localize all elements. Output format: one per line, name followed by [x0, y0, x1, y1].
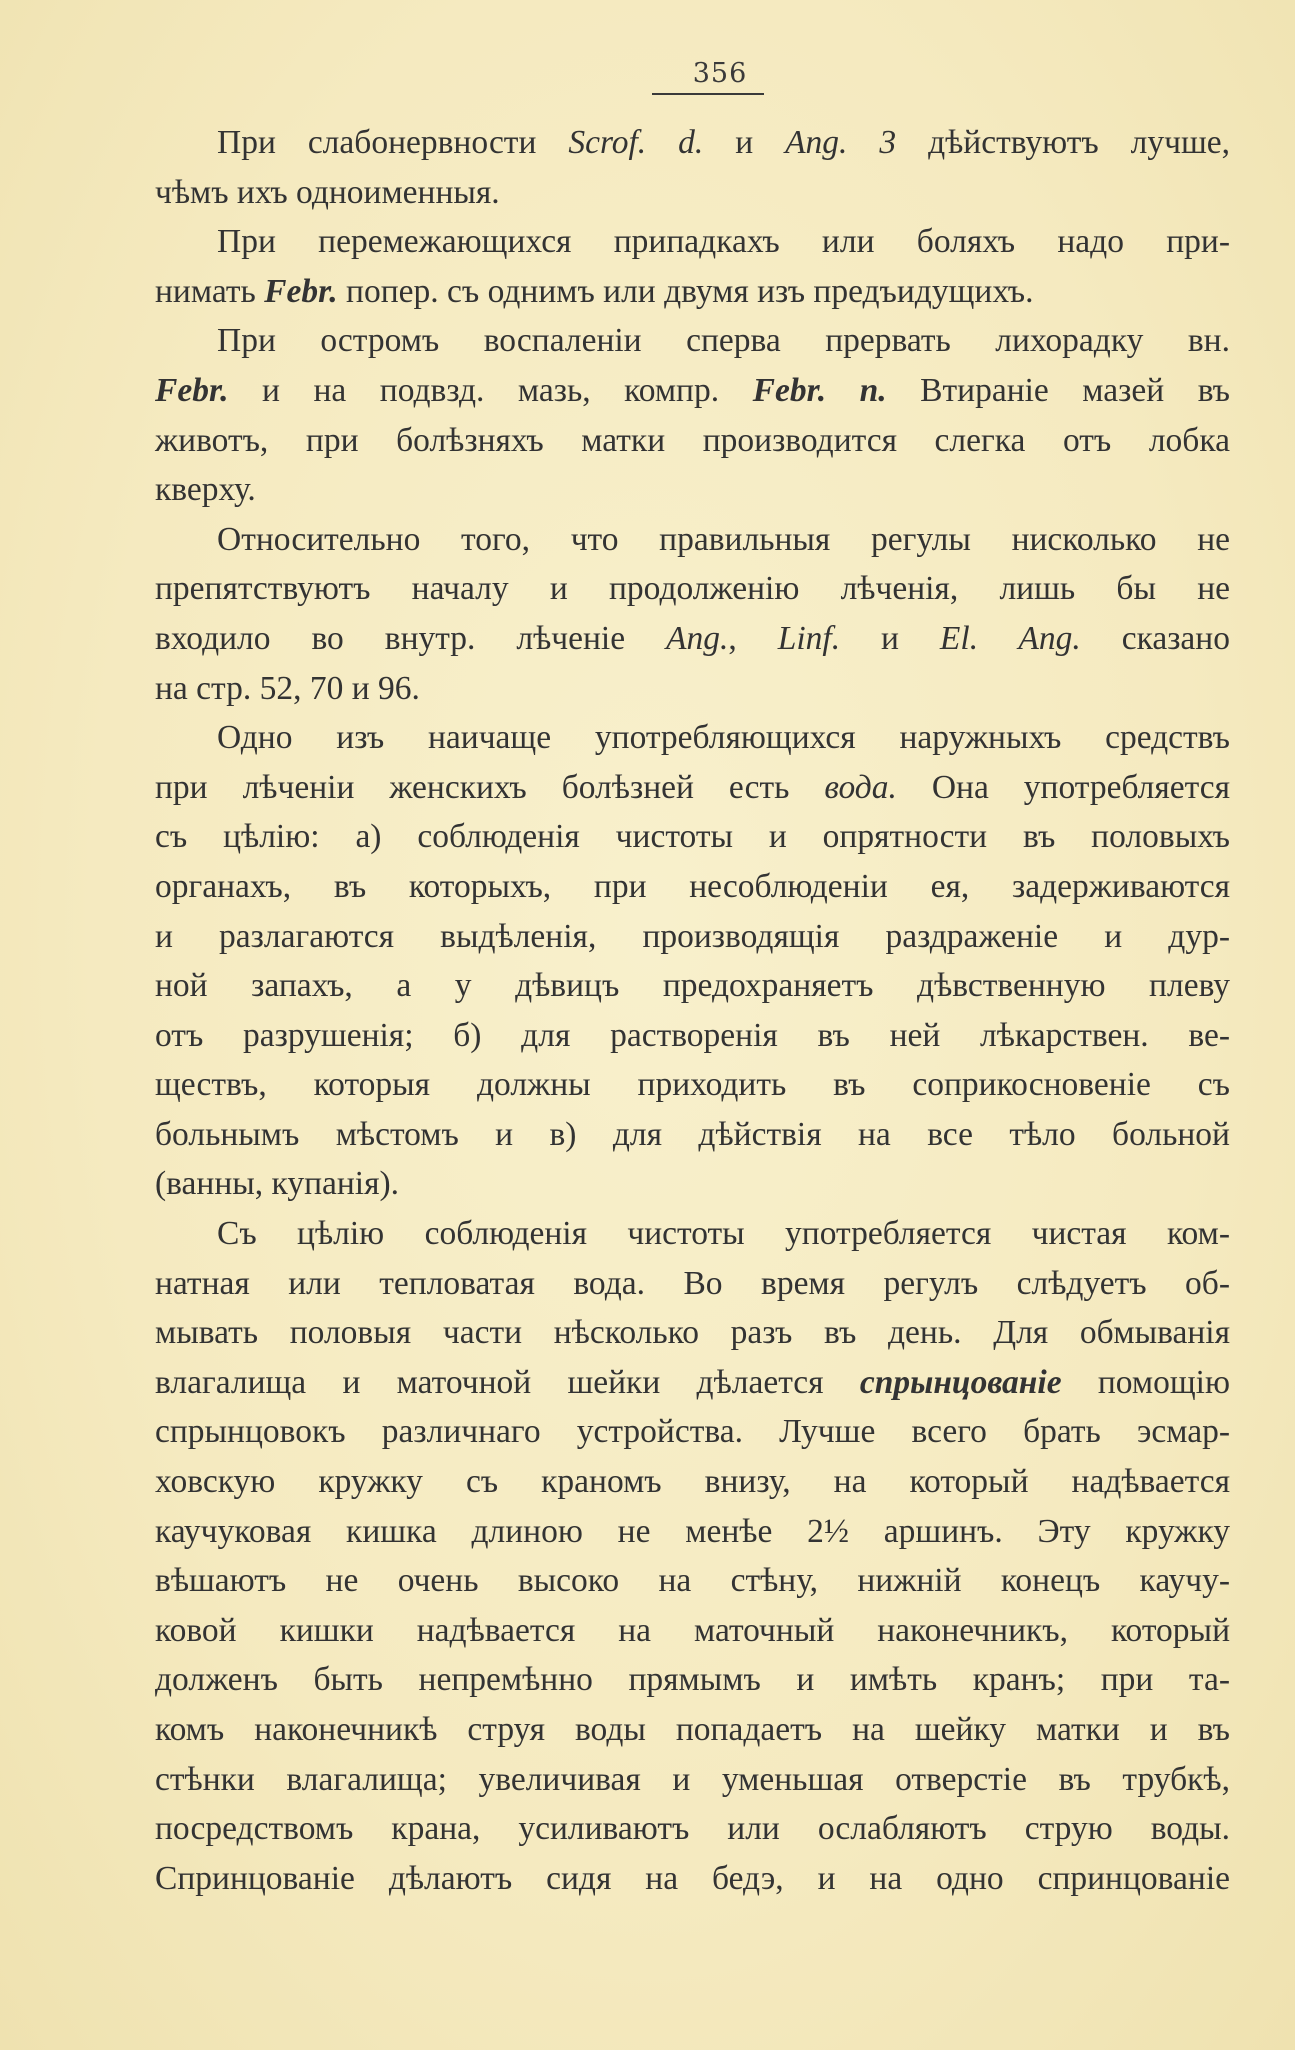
text-segment: и на подвзд. мазь, компр. [228, 371, 753, 409]
text-segment: и разлагаются выдѣленія, производящія раздраженіе и дур- [155, 917, 1230, 955]
text-line [155, 1556, 1230, 1606]
emphasized-term: Ang. [666, 619, 729, 657]
text-segment: вѣшаютъ не очень высоко на стѣну, нижній конецъ каучу- [155, 1562, 1230, 1600]
text-segment: помощію [1061, 1363, 1230, 1401]
text-segment: При слабонервности [217, 124, 569, 161]
text-segment: дѣйствуютъ лучше, [896, 124, 1231, 161]
text-segment: мывать половыя части нѣсколько разъ въ день. Для обмыванія [155, 1314, 1230, 1352]
emphasized-term: Febr. [155, 371, 229, 409]
text-line [155, 168, 1230, 218]
emphasized-term: спрынцованіе [859, 1363, 1062, 1401]
text-line [155, 1358, 1230, 1408]
text-line [155, 1259, 1230, 1309]
text-segment: кверху. [155, 471, 256, 509]
text-segment: и [703, 124, 786, 161]
text-segment: входило во внутр. лѣченіе [155, 619, 667, 657]
text-line [155, 912, 1230, 962]
text-line [155, 1209, 1230, 1259]
text-segment: спрынцовокъ различнаго устройства. Лучше всего брать эсмар- [155, 1413, 1230, 1451]
text-segment: больнымъ мѣстомъ и в) для дѣйствія на все тѣло больной [155, 1115, 1230, 1153]
text-line [155, 1011, 1230, 1061]
text-segment: попер. съ однимъ или двумя изъ предъидущихъ. [337, 272, 1034, 310]
emphasized-term: вода. [824, 768, 897, 806]
text-line [155, 1655, 1230, 1705]
text-line [155, 1507, 1230, 1557]
text-line [155, 1407, 1230, 1457]
text-segment: ной запахъ, а у дѣвицъ предохраняетъ дѣвственную плеву [155, 967, 1230, 1005]
text-line [155, 316, 1230, 366]
text-segment: отъ разрушенія; б) для растворенія въ ней лѣкарствен. ве- [155, 1016, 1230, 1054]
text-segment: долженъ быть непремѣнно прямымъ и имѣть кранъ; при та- [155, 1661, 1230, 1699]
paragraph [155, 118, 1230, 217]
text-line [155, 267, 1230, 317]
text-segment: животъ, при болѣзняхъ матки производится слегка отъ лобка [155, 421, 1230, 459]
text-segment: нимать [155, 272, 265, 310]
text-line [155, 118, 1230, 168]
text-segment: препятствуютъ началу и продолженію лѣченія, лишь бы не [155, 570, 1230, 608]
text-segment: каучуковая кишка длиною не менѣе 2½ аршинъ. Эту кружку [155, 1512, 1230, 1550]
text-segment: Спринцованіе дѣлаютъ сидя на бедэ, и на одно спринцованіе [155, 1859, 1230, 1897]
text-line [155, 217, 1230, 267]
text-segment: органахъ, въ которыхъ, при несоблюденіи ея, задерживаются [155, 867, 1230, 905]
text-segment: ществъ, которыя должны приходить въ соприкосновеніе съ [155, 1066, 1230, 1104]
text-segment: ховскую кружку съ краномъ внизу, на который надѣвается [155, 1463, 1230, 1501]
text-segment: натная или тепловатая вода. Во время регулъ слѣдуетъ об- [155, 1264, 1230, 1302]
emphasized-term: Ang. 3 [785, 124, 897, 161]
page-number: 356 [692, 58, 748, 89]
text-line [155, 416, 1230, 466]
text-segment: комъ наконечникѣ струя воды попадаетъ на шейку матки и въ [155, 1711, 1230, 1748]
emphasized-term: Febr. [264, 272, 338, 310]
text-segment: и [840, 619, 940, 657]
text-line [155, 515, 1230, 565]
emphasized-term: Febr. n. [752, 371, 887, 409]
text-line [155, 1308, 1230, 1358]
text-segment: , [728, 619, 778, 657]
text-segment: Втираніе мазей въ [886, 371, 1230, 409]
text-line [155, 763, 1230, 813]
text-line [155, 812, 1230, 862]
text-line [155, 1755, 1230, 1805]
text-segment: на стр. 52, 70 и 96. [155, 669, 420, 707]
paragraph [155, 515, 1230, 713]
text-line [155, 961, 1230, 1011]
text-segment: при лѣченіи женскихъ болѣзней есть [155, 768, 825, 806]
text-line [155, 564, 1230, 614]
text-segment: Одно изъ наичаще употребляющихся наружныхъ средствъ [217, 719, 1230, 757]
text-line [155, 1159, 1230, 1209]
text-segment: стѣнки влагалища; увеличивая и уменьшая отверстіе въ трубкѣ, [155, 1760, 1230, 1798]
text-segment: Относительно того, что правильныя регулы нисколько не [217, 520, 1230, 558]
text-line [155, 1854, 1230, 1904]
text-segment: чѣмъ ихъ одноименныя. [155, 173, 500, 211]
text-line [155, 1705, 1230, 1755]
page-number-rule [652, 93, 764, 95]
text-segment: влагалища и маточной шейки дѣлается [155, 1363, 860, 1401]
text-segment: Съ цѣлію соблюденія чистоты употребляется чистая ком- [217, 1215, 1230, 1253]
text-line [155, 1457, 1230, 1507]
emphasized-term: Scrof. d. [568, 124, 704, 161]
text-line [155, 664, 1230, 714]
text-line [155, 1060, 1230, 1110]
emphasized-term: El. Ang. [939, 619, 1081, 657]
text-line [155, 1110, 1230, 1160]
paragraph [155, 217, 1230, 316]
text-segment: сказано [1080, 619, 1230, 657]
text-segment: съ цѣлію: а) соблюденія чистоты и опрятности въ половыхъ [155, 818, 1230, 856]
text-line [155, 614, 1230, 664]
text-line [155, 465, 1230, 515]
paragraph [155, 1209, 1230, 1903]
text-line [155, 713, 1230, 763]
text-segment: При остромъ воспаленіи сперва прервать лихорадку вн. [217, 322, 1230, 360]
text-line [155, 366, 1230, 416]
paragraph [155, 316, 1230, 514]
text-line [155, 862, 1230, 912]
text-segment: При перемежающихся припадкахъ или боляхъ надо при- [217, 223, 1230, 261]
text-line [155, 1804, 1230, 1854]
body-text [155, 118, 1230, 1903]
text-segment: ковой кишки надѣвается на маточный наконечникъ, который [155, 1611, 1230, 1649]
text-segment: (ванны, купанія). [155, 1165, 400, 1203]
text-segment: посредствомъ крана, усиливаютъ или ослабляютъ струю воды. [155, 1810, 1230, 1848]
emphasized-term: Linf. [777, 619, 841, 657]
paragraph [155, 713, 1230, 1209]
text-line [155, 1606, 1230, 1656]
text-segment: Она употребляется [896, 768, 1230, 806]
